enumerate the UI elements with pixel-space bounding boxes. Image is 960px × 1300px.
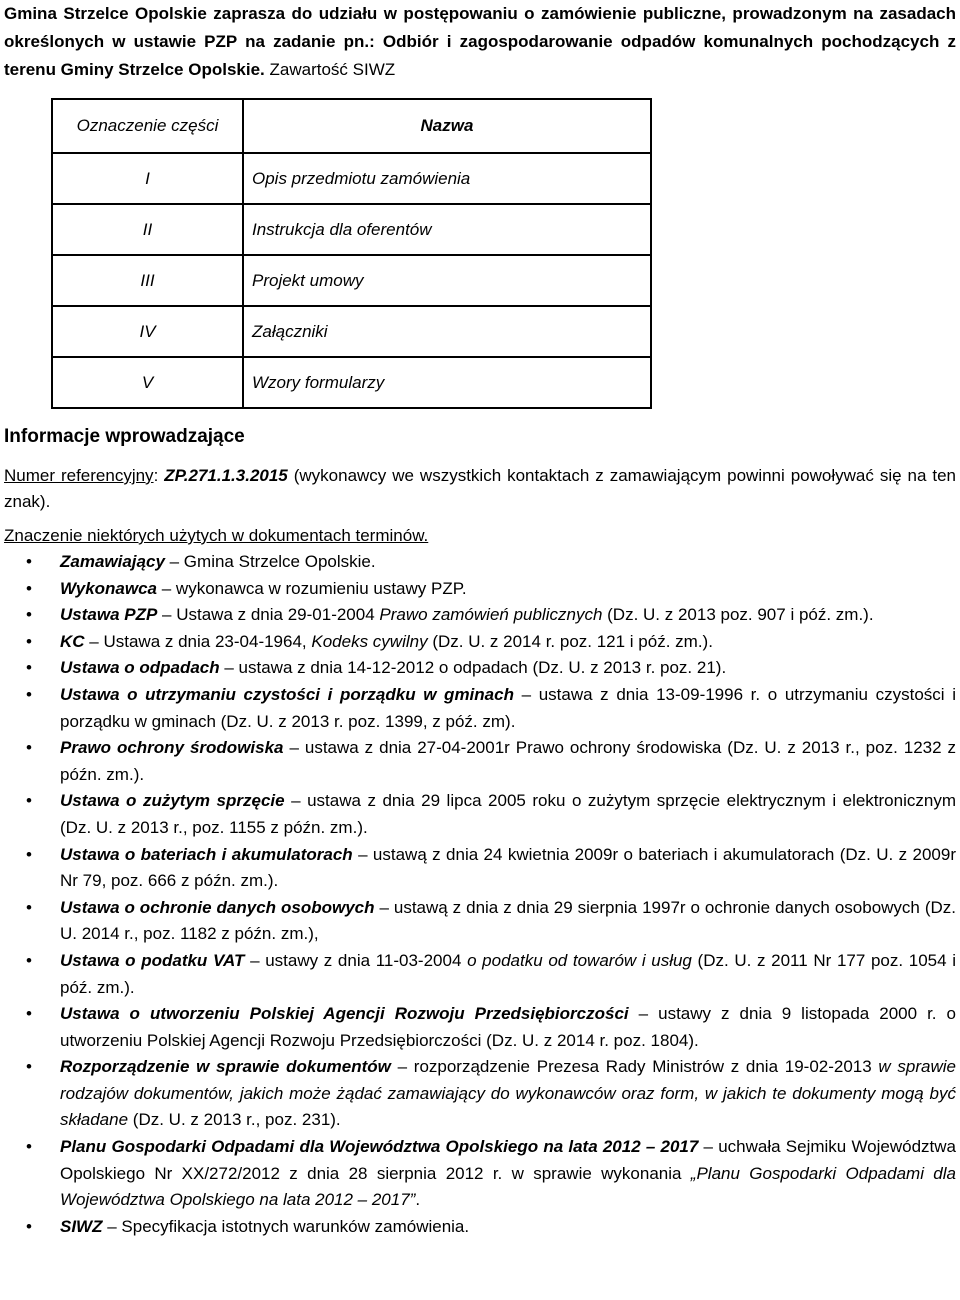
bullet-icon: •	[26, 552, 32, 571]
reference-label: Numer referencyjny	[4, 466, 154, 485]
definition-text: o podatku od towarów i usług	[467, 950, 692, 970]
definition-text: – ustawa z dnia 14-12-2012 o odpadach (Dz. U. z 2013 r. poz. 21).	[219, 658, 727, 678]
definition-term: SIWZ	[60, 1216, 103, 1236]
bullet-icon: •	[26, 1216, 32, 1236]
part-cell: II	[52, 204, 243, 255]
definition-term: Prawo ochrony środowiska	[60, 738, 284, 758]
reference-number-paragraph	[4, 463, 956, 515]
definition-text: – Specyfikacja istotnych warunków zamówienia.	[102, 1216, 470, 1236]
list-item	[4, 842, 956, 895]
definition-text: – ustawa z dnia 13-09-1996 r. o utrzymaniu czystości i porządku w gminach (Dz. U. z 2013 r. poz. 1399, z póź. zm).	[60, 684, 956, 731]
definition-text: – ustawa z dnia 29 lipca 2005 roku o zużytym sprzęcie elektrycznym i elektronicznym (Dz. U. z 2013 r., poz. 1155 z późn. zm.).	[60, 791, 956, 837]
definition-text: – rozporządzenie Prezesa Rady Ministrów z dnia 19-02-2013	[390, 1057, 879, 1077]
header-part: Oznaczenie części	[52, 99, 243, 153]
section-heading: Informacje wprowadzające	[4, 426, 245, 447]
reference-number: ZP.271.1.3.2015	[164, 466, 288, 485]
table-header-row	[52, 99, 651, 153]
definition-text: – Gmina Strzelce Opolskie.	[164, 552, 376, 571]
definition-text: – ustawą z dnia z dnia 29 sierpnia 1997r o ochronie danych osobowych (Dz. U. 2014 r., poz. 1182 z późn. zm.),	[60, 897, 956, 944]
bullet-icon: •	[26, 950, 32, 970]
part-cell: I	[52, 153, 243, 204]
table-row	[52, 255, 651, 306]
definition-term: Planu Gospodarki Odpadami dla Województwa Opolskiego na lata 2012 – 2017	[60, 1137, 699, 1157]
definition-text: – Ustawa z dnia 29-01-2004	[157, 605, 380, 625]
definition-term: Wykonawca	[60, 578, 158, 598]
definition-text: – ustawy z dnia 9 listopada 2000 r. o utworzeniu Polskiej Agencji Rozwoju Przedsiębiorczości (Dz. U. z 2014 r. poz. 1804).	[60, 1004, 956, 1050]
definition-term: Ustawa o ochronie danych osobowych	[60, 897, 375, 917]
bullet-icon: •	[26, 844, 32, 864]
list-item	[4, 788, 956, 841]
bullet-icon: •	[26, 791, 32, 811]
definition-term: Ustawa PZP	[60, 605, 158, 625]
definition-text: (Dz. U. z 2014 r. poz. 121 i póź. zm.).	[427, 631, 713, 651]
definition-text: .	[415, 1190, 421, 1210]
list-item	[4, 549, 956, 576]
definition-text: – Ustawa z dnia 23-04-1964,	[84, 631, 312, 651]
list-item	[4, 1214, 956, 1241]
intro-text: Gmina Strzelce Opolskie zaprasza do udziału w postępowaniu o zamówienie publiczne, prowadzonym na zasadach określonych w ustawie PZP na zadanie pn.: Odbiór i zagospodarowanie odpadów komunalnych pochodzących z terenu Gminy Strzelce Opolskie.	[4, 4, 956, 79]
name-cell: Wzory formularzy	[243, 357, 651, 408]
bullet-icon: •	[26, 1004, 32, 1024]
list-item	[4, 1001, 956, 1054]
definition-text: – ustawa z dnia 27-04-2001r Prawo ochrony środowiska (Dz. U. z 2013 r., poz. 1232 z późn. zm.).	[60, 738, 957, 784]
definition-text: – wykonawca w rozumieniu ustawy PZP.	[157, 578, 467, 598]
list-item	[4, 735, 956, 788]
list-item	[4, 629, 956, 656]
definition-text: – ustawą z dnia 24 kwietnia 2009r o bateriach i akumulatorach (Dz. U. z 2009r Nr 79, poz. 666 z późn. zm.).	[60, 844, 956, 891]
definition-text: – uchwała Sejmiku Województwa Opolskiego Nr XX/272/2012 z dnia 28 sierpnia 2012 r. w sprawie wykonania	[60, 1137, 957, 1183]
table-row	[52, 153, 651, 204]
definition-term: KC	[60, 631, 85, 651]
reference-note: (wykonawcy we wszystkich kontaktach z zamawiającym powinni powoływać się na ten znak).	[4, 466, 956, 511]
definition-text: Prawo zamówień publicznych	[379, 605, 603, 625]
bullet-icon: •	[26, 578, 32, 598]
name-cell: Instrukcja dla oferentów	[243, 204, 651, 255]
name-cell: Załączniki	[243, 306, 651, 357]
terms-title: Znaczenie niektórych użytych w dokumentach terminów.	[4, 526, 429, 545]
list-item	[4, 655, 956, 682]
bullet-icon: •	[26, 631, 32, 651]
definition-term: Ustawa o utrzymaniu czystości i porządku w gminach	[60, 684, 514, 704]
definition-term: Ustawa o zużytym sprzęcie	[60, 791, 285, 811]
siwz-contents-heading: Zawartość SIWZ	[269, 60, 396, 79]
list-item	[4, 576, 956, 603]
bullet-icon: •	[26, 1057, 32, 1077]
list-item	[4, 1134, 956, 1214]
table-body	[52, 153, 651, 408]
bullet-icon: •	[26, 658, 32, 678]
table-row	[52, 306, 651, 357]
bullet-icon: •	[26, 738, 32, 758]
definition-term: Ustawa o utworzeniu Polskiej Agencji Rozwoju Przedsiębiorczości	[60, 1004, 629, 1024]
bullet-icon: •	[26, 1137, 32, 1157]
table-row	[52, 357, 651, 408]
name-cell: Opis przedmiotu zamówienia	[243, 153, 651, 204]
reference-colon: :	[153, 466, 159, 485]
list-item	[4, 682, 956, 735]
definition-text: (Dz. U. z 2013 r., poz. 231).	[128, 1110, 341, 1130]
definitions-list	[4, 549, 956, 1240]
siwz-contents-table	[51, 98, 652, 409]
definition-term: Rozporządzenie w sprawie dokumentów	[60, 1057, 391, 1077]
definition-text: Kodeks cywilny	[311, 631, 428, 651]
part-cell: IV	[52, 306, 243, 357]
list-item	[4, 948, 956, 1001]
definition-text: (Dz. U. z 2011 Nr 177 poz. 1054 i póź. zm.).	[60, 950, 956, 997]
table-row	[52, 204, 651, 255]
definition-term: Ustawa o bateriach i akumulatorach	[60, 844, 353, 864]
list-item	[4, 602, 956, 629]
list-item	[4, 895, 956, 948]
definition-text: – ustawy z dnia 11-03-2004	[244, 950, 468, 970]
definition-term: Zamawiający	[60, 552, 165, 571]
part-cell: III	[52, 255, 243, 306]
header-name: Nazwa	[243, 99, 651, 153]
definition-text: (Dz. U. z 2013 poz. 907 i póź. zm.).	[602, 605, 874, 625]
intro-paragraph	[4, 0, 956, 84]
bullet-icon: •	[26, 684, 32, 704]
bullet-icon: •	[26, 605, 32, 625]
definition-text: „Planu Gospodarki Odpadami dla Województwa Opolskiego na lata 2012 – 2017”	[60, 1163, 956, 1210]
bullet-icon: •	[26, 897, 32, 917]
list-item	[4, 1054, 956, 1134]
definition-term: Ustawa o podatku VAT	[60, 950, 245, 970]
name-cell: Projekt umowy	[243, 255, 651, 306]
part-cell: V	[52, 357, 243, 408]
definition-term: Ustawa o odpadach	[60, 658, 220, 678]
definition-text: w sprawie rodzajów dokumentów, jakich może żądać zamawiający do wykonawców oraz form, w jakich te dokumenty mogą być składane	[60, 1057, 956, 1130]
